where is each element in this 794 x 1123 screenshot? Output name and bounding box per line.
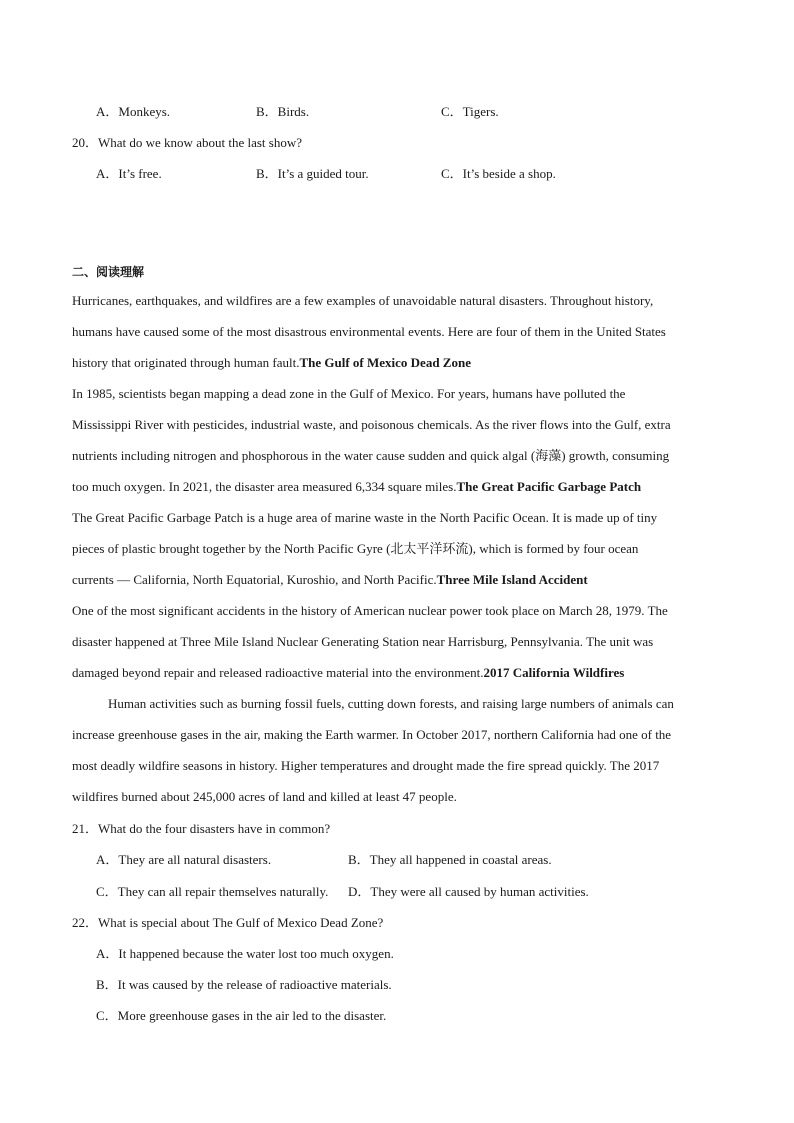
passage-line	[72, 657, 724, 688]
q20-option-a: A．It’s free.	[96, 166, 162, 181]
q22-stem: 22．What is special about The Gulf of Mexico Dead Zone?	[72, 915, 384, 930]
passage-line: wildfires burned about 245,000 acres of land and killed at least 47 people.	[72, 789, 457, 804]
passage-line	[72, 564, 724, 595]
q19-option-a: A．Monkeys.	[96, 104, 171, 119]
q21-option-d: D．They were all caused by human activities.	[348, 884, 589, 899]
passage-line: The Great Pacific Garbage Patch is a huge area of marine waste in the North Pacific Ocean. It is made up of tiny	[72, 510, 658, 525]
q22-option-a: A．It happened because the water lost too much oxygen.	[96, 946, 394, 961]
passage-line: Hurricanes, earthquakes, and wildfires are a few examples of unavoidable natural disasters. Throughout history,	[72, 293, 654, 308]
q21-option-c: C．They can all repair themselves naturally.	[96, 884, 329, 899]
passage-line	[72, 471, 724, 502]
subtitle-three-mile-island: Three Mile Island Accident	[436, 572, 588, 587]
passage-line: pieces of plastic brought together by the North Pacific Gyre (北太平洋环流), which is formed by four ocean	[72, 541, 639, 556]
passage-line	[72, 347, 724, 378]
q21-stem: 21．What do the four disasters have in common?	[72, 821, 331, 836]
passage-line: increase greenhouse gases in the air, making the Earth warmer. In October 2017, northern California had one of the	[72, 727, 672, 742]
q19-option-b: B．Birds.	[256, 104, 310, 119]
subtitle-garbage-patch: The Great Pacific Garbage Patch	[456, 479, 642, 494]
subtitle-gulf-dead-zone: The Gulf of Mexico Dead Zone	[299, 355, 471, 370]
passage-line: humans have caused some of the most disastrous environmental events. Here are four of them in the United States	[72, 324, 666, 339]
passage-line: Human activities such as burning fossil fuels, cutting down forests, and raising large numbers of animals can	[108, 696, 674, 711]
passage-text: too much oxygen. In 2021, the disaster area measured 6,334 square miles.	[72, 479, 457, 494]
q20-stem: 20．What do we know about the last show?	[72, 135, 302, 150]
passage-line: nutrients including nitrogen and phosphorous in the water cause sudden and quick algal (海藻) growth, consuming	[72, 448, 670, 463]
passage-line: In 1985, scientists began mapping a dead zone in the Gulf of Mexico. For years, humans have polluted the	[72, 386, 626, 401]
passage-text: currents — California, North Equatorial, Kuroshio, and North Pacific.	[72, 572, 437, 587]
passage-line: Mississippi River with pesticides, industrial waste, and poisonous chemicals. As the river flows into the Gulf, extra	[72, 417, 671, 432]
passage-text: damaged beyond repair and released radioactive material into the environment.	[72, 665, 484, 680]
section-heading: 二、阅读理解	[72, 265, 145, 279]
passage-line: disaster happened at Three Mile Island Nuclear Generating Station near Harrisburg, Pennsylvania. The unit was	[72, 634, 654, 649]
q22-option-c: C．More greenhouse gases in the air led to the disaster.	[96, 1008, 387, 1023]
q21-option-b: B．They all happened in coastal areas.	[348, 852, 552, 867]
q22-option-b: B．It was caused by the release of radioactive materials.	[96, 977, 392, 992]
q21-option-a: A．They are all natural disasters.	[96, 852, 272, 867]
subtitle-california-wildfires: 2017 California Wildfires	[483, 665, 625, 680]
passage-text: history that originated through human fault.	[72, 355, 300, 370]
q20-option-b: B．It’s a guided tour.	[256, 166, 369, 181]
passage-line: One of the most significant accidents in the history of American nuclear power took place on March 28, 1979. The	[72, 603, 668, 618]
q20-option-c: C．It’s beside a shop.	[441, 166, 556, 181]
q19-option-c: C．Tigers.	[441, 104, 499, 119]
passage-line: most deadly wildfire seasons in history. Higher temperatures and drought made the fire spread quickly. The 2017	[72, 758, 660, 773]
reading-passage	[72, 285, 724, 812]
